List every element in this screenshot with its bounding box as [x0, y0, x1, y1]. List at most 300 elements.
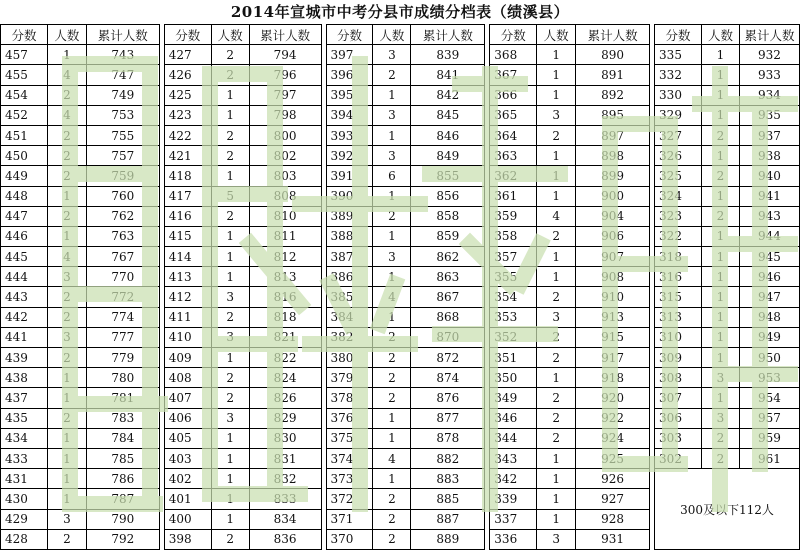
score-cell: 365 — [490, 105, 537, 125]
count-cell: 3 — [373, 146, 411, 166]
cumulative-cell: 883 — [411, 469, 485, 489]
cumulative-cell: 786 — [86, 469, 159, 489]
cumulative-cell: 890 — [576, 45, 650, 65]
score-cell: 387 — [326, 247, 373, 267]
cumulative-cell: 753 — [86, 105, 159, 125]
score-cell: 443 — [1, 287, 48, 307]
count-cell: 2 — [537, 287, 576, 307]
count-cell: 4 — [537, 206, 576, 226]
score-cell: 374 — [326, 448, 373, 468]
score-cell: 429 — [1, 509, 48, 529]
count-cell: 2 — [47, 307, 86, 327]
cumulative-cell: 822 — [249, 348, 321, 368]
table-row — [1, 65, 800, 85]
cumulative-cell: 932 — [739, 45, 799, 65]
score-distribution-table-area — [0, 24, 800, 550]
column-separator — [650, 529, 655, 549]
score-cell: 323 — [655, 206, 702, 226]
count-cell: 4 — [373, 287, 411, 307]
cumulative-cell: 878 — [411, 428, 485, 448]
count-cell: 1 — [537, 247, 576, 267]
count-cell: 1 — [537, 186, 576, 206]
score-cell: 441 — [1, 327, 48, 347]
count-cell: 2 — [211, 206, 249, 226]
cumulative-cell: 767 — [86, 247, 159, 267]
count-cell: 2 — [373, 348, 411, 368]
count-cell: 1 — [47, 45, 86, 65]
count-cell: 1 — [47, 226, 86, 246]
score-table — [0, 24, 800, 550]
cumulative-cell: 922 — [576, 408, 650, 428]
header-score: 分数 — [326, 25, 373, 45]
cumulative-cell: 947 — [739, 287, 799, 307]
cumulative-cell: 926 — [576, 469, 650, 489]
count-cell: 1 — [373, 186, 411, 206]
score-cell: 350 — [490, 368, 537, 388]
table-row — [1, 105, 800, 125]
count-cell: 2 — [47, 166, 86, 186]
cumulative-cell: 743 — [86, 45, 159, 65]
count-cell: 1 — [211, 85, 249, 105]
score-cell: 445 — [1, 247, 48, 267]
count-cell: 2 — [373, 65, 411, 85]
count-cell: 3 — [211, 408, 249, 428]
score-cell: 342 — [490, 469, 537, 489]
score-cell: 364 — [490, 125, 537, 145]
count-cell: 1 — [211, 226, 249, 246]
score-cell: 373 — [326, 469, 373, 489]
cumulative-cell: 829 — [249, 408, 321, 428]
score-cell: 361 — [490, 186, 537, 206]
score-cell: 421 — [164, 146, 211, 166]
column-separator — [650, 489, 655, 509]
score-cell: 446 — [1, 226, 48, 246]
score-cell: 389 — [326, 206, 373, 226]
cumulative-cell: 841 — [411, 65, 485, 85]
count-cell: 2 — [211, 45, 249, 65]
cumulative-cell: 759 — [86, 166, 159, 186]
cumulative-cell: 856 — [411, 186, 485, 206]
cumulative-cell: 949 — [739, 327, 799, 347]
count-cell: 2 — [701, 206, 739, 226]
count-cell: 1 — [701, 348, 739, 368]
count-cell: 2 — [47, 146, 86, 166]
cumulative-cell: 906 — [576, 226, 650, 246]
cumulative-cell: 777 — [86, 327, 159, 347]
count-cell: 1 — [701, 267, 739, 287]
score-cell: 427 — [164, 45, 211, 65]
cumulative-cell: 944 — [739, 226, 799, 246]
cumulative-cell: 934 — [739, 85, 799, 105]
score-cell: 414 — [164, 247, 211, 267]
score-cell: 402 — [164, 469, 211, 489]
count-cell: 1 — [373, 125, 411, 145]
score-cell: 407 — [164, 388, 211, 408]
cumulative-cell: 842 — [411, 85, 485, 105]
table-row — [1, 166, 800, 186]
cumulative-cell: 882 — [411, 448, 485, 468]
score-cell: 390 — [326, 186, 373, 206]
cumulative-cell: 917 — [576, 348, 650, 368]
score-cell: 325 — [655, 166, 702, 186]
count-cell: 1 — [701, 186, 739, 206]
score-cell: 431 — [1, 469, 48, 489]
count-cell: 1 — [701, 327, 739, 347]
score-cell: 400 — [164, 509, 211, 529]
table-row — [1, 85, 800, 105]
cumulative-cell: 831 — [249, 448, 321, 468]
count-cell: 1 — [211, 166, 249, 186]
cumulative-cell: 821 — [249, 327, 321, 347]
page-title: 2014年宣城市中考分县市成绩分档表（绩溪县） — [230, 3, 570, 21]
cumulative-cell: 961 — [739, 448, 799, 468]
cumulative-cell: 928 — [576, 509, 650, 529]
header-score: 分数 — [1, 25, 48, 45]
table-row — [1, 267, 800, 287]
score-cell: 394 — [326, 105, 373, 125]
count-cell: 3 — [47, 509, 86, 529]
table-row — [1, 45, 800, 65]
cumulative-cell: 943 — [739, 206, 799, 226]
cumulative-cell: 933 — [739, 65, 799, 85]
cumulative-cell: 931 — [576, 529, 650, 549]
score-cell: 405 — [164, 428, 211, 448]
header-cumulative: 累计人数 — [739, 25, 799, 45]
count-cell: 1 — [537, 267, 576, 287]
score-cell: 329 — [655, 105, 702, 125]
table-row — [1, 287, 800, 307]
cumulative-cell: 813 — [249, 267, 321, 287]
count-cell: 2 — [211, 65, 249, 85]
score-cell: 410 — [164, 327, 211, 347]
count-cell: 1 — [373, 85, 411, 105]
header-cumulative: 累计人数 — [411, 25, 485, 45]
count-cell: 2 — [537, 348, 576, 368]
score-cell: 457 — [1, 45, 48, 65]
count-cell: 2 — [373, 388, 411, 408]
score-cell: 346 — [490, 408, 537, 428]
score-cell: 303 — [655, 428, 702, 448]
header-count: 人数 — [211, 25, 249, 45]
cumulative-cell: 938 — [739, 146, 799, 166]
below-300-note: 300及以下112人 — [655, 469, 800, 550]
score-cell: 434 — [1, 428, 48, 448]
cumulative-cell: 867 — [411, 287, 485, 307]
score-cell: 363 — [490, 146, 537, 166]
count-cell: 1 — [211, 428, 249, 448]
header-score: 分数 — [164, 25, 211, 45]
count-cell: 2 — [211, 307, 249, 327]
score-cell: 395 — [326, 85, 373, 105]
score-cell: 358 — [490, 226, 537, 246]
count-cell: 2 — [211, 125, 249, 145]
score-cell: 398 — [164, 529, 211, 549]
score-cell: 368 — [490, 45, 537, 65]
header-count: 人数 — [701, 25, 739, 45]
score-cell: 411 — [164, 307, 211, 327]
count-cell: 4 — [373, 448, 411, 468]
count-cell: 3 — [701, 408, 739, 428]
count-cell: 2 — [373, 489, 411, 509]
score-cell: 403 — [164, 448, 211, 468]
cumulative-cell: 872 — [411, 348, 485, 368]
count-cell: 2 — [373, 327, 411, 347]
table-row — [1, 206, 800, 226]
score-cell: 401 — [164, 489, 211, 509]
header-count: 人数 — [47, 25, 86, 45]
count-cell: 1 — [701, 247, 739, 267]
count-cell: 1 — [47, 428, 86, 448]
cumulative-cell: 877 — [411, 408, 485, 428]
count-cell: 2 — [537, 327, 576, 347]
score-cell: 354 — [490, 287, 537, 307]
cumulative-cell: 763 — [86, 226, 159, 246]
score-cell: 417 — [164, 186, 211, 206]
score-cell: 343 — [490, 448, 537, 468]
cumulative-cell: 803 — [249, 166, 321, 186]
score-cell: 352 — [490, 327, 537, 347]
count-cell: 4 — [47, 247, 86, 267]
header-cumulative: 累计人数 — [86, 25, 159, 45]
cumulative-cell: 889 — [411, 529, 485, 549]
score-cell: 307 — [655, 388, 702, 408]
cumulative-cell: 910 — [576, 287, 650, 307]
score-cell: 324 — [655, 186, 702, 206]
count-cell: 1 — [373, 469, 411, 489]
cumulative-cell: 774 — [86, 307, 159, 327]
cumulative-cell: 937 — [739, 125, 799, 145]
count-cell: 1 — [373, 226, 411, 246]
score-cell: 302 — [655, 448, 702, 468]
count-cell: 3 — [537, 529, 576, 549]
cumulative-cell: 802 — [249, 146, 321, 166]
score-cell: 422 — [164, 125, 211, 145]
cumulative-cell: 826 — [249, 388, 321, 408]
count-cell: 4 — [47, 65, 86, 85]
cumulative-cell: 907 — [576, 247, 650, 267]
count-cell: 2 — [537, 388, 576, 408]
cumulative-cell: 950 — [739, 348, 799, 368]
score-cell: 367 — [490, 65, 537, 85]
score-cell: 396 — [326, 65, 373, 85]
score-cell: 449 — [1, 166, 48, 186]
cumulative-cell: 863 — [411, 267, 485, 287]
cumulative-cell: 812 — [249, 247, 321, 267]
cumulative-cell: 855 — [411, 166, 485, 186]
score-cell: 430 — [1, 489, 48, 509]
count-cell: 1 — [373, 307, 411, 327]
cumulative-cell: 796 — [249, 65, 321, 85]
count-cell: 2 — [373, 206, 411, 226]
score-cell: 344 — [490, 428, 537, 448]
table-header-row — [1, 25, 800, 45]
cumulative-cell: 790 — [86, 509, 159, 529]
count-cell: 2 — [47, 529, 86, 549]
count-cell: 1 — [701, 45, 739, 65]
count-cell: 2 — [211, 146, 249, 166]
cumulative-cell: 948 — [739, 307, 799, 327]
score-cell: 393 — [326, 125, 373, 145]
score-cell: 406 — [164, 408, 211, 428]
score-cell: 326 — [655, 146, 702, 166]
count-cell: 2 — [701, 448, 739, 468]
count-cell: 1 — [537, 45, 576, 65]
score-cell: 388 — [326, 226, 373, 246]
header-cumulative: 累计人数 — [249, 25, 321, 45]
cumulative-cell: 918 — [576, 368, 650, 388]
cumulative-cell: 808 — [249, 186, 321, 206]
count-cell: 4 — [47, 105, 86, 125]
cumulative-cell: 897 — [576, 125, 650, 145]
cumulative-cell: 935 — [739, 105, 799, 125]
table-row — [1, 448, 800, 468]
cumulative-cell: 849 — [411, 146, 485, 166]
count-cell: 1 — [701, 226, 739, 246]
cumulative-cell: 816 — [249, 287, 321, 307]
count-cell: 2 — [47, 85, 86, 105]
cumulative-cell: 772 — [86, 287, 159, 307]
score-cell: 386 — [326, 267, 373, 287]
count-cell: 1 — [47, 388, 86, 408]
count-cell: 2 — [211, 529, 249, 549]
score-cell: 315 — [655, 287, 702, 307]
count-cell: 3 — [373, 45, 411, 65]
score-cell: 375 — [326, 428, 373, 448]
count-cell: 2 — [701, 428, 739, 448]
count-cell: 1 — [701, 388, 739, 408]
score-cell: 322 — [655, 226, 702, 246]
header-count: 人数 — [537, 25, 576, 45]
cumulative-cell: 887 — [411, 509, 485, 529]
cumulative-cell: 945 — [739, 247, 799, 267]
cumulative-cell: 904 — [576, 206, 650, 226]
count-cell: 2 — [211, 368, 249, 388]
table-row — [1, 247, 800, 267]
score-cell: 454 — [1, 85, 48, 105]
count-cell: 2 — [537, 408, 576, 428]
count-cell: 2 — [47, 125, 86, 145]
count-cell: 3 — [537, 307, 576, 327]
table-row — [1, 327, 800, 347]
count-cell: 2 — [701, 166, 739, 186]
score-cell: 408 — [164, 368, 211, 388]
cumulative-cell: 891 — [576, 65, 650, 85]
score-cell: 370 — [326, 529, 373, 549]
score-cell: 416 — [164, 206, 211, 226]
score-cell: 359 — [490, 206, 537, 226]
score-cell: 355 — [490, 267, 537, 287]
cumulative-cell: 810 — [249, 206, 321, 226]
cumulative-cell: 858 — [411, 206, 485, 226]
count-cell: 2 — [701, 125, 739, 145]
score-cell: 308 — [655, 368, 702, 388]
count-cell: 2 — [373, 368, 411, 388]
cumulative-cell: 899 — [576, 166, 650, 186]
score-cell: 385 — [326, 287, 373, 307]
score-cell: 318 — [655, 247, 702, 267]
cumulative-cell: 913 — [576, 307, 650, 327]
cumulative-cell: 874 — [411, 368, 485, 388]
header-count: 人数 — [373, 25, 411, 45]
score-cell: 426 — [164, 65, 211, 85]
cumulative-cell: 830 — [249, 428, 321, 448]
count-cell: 3 — [701, 368, 739, 388]
score-cell: 392 — [326, 146, 373, 166]
count-cell: 2 — [373, 529, 411, 549]
count-cell: 1 — [537, 65, 576, 85]
score-cell: 447 — [1, 206, 48, 226]
cumulative-cell: 876 — [411, 388, 485, 408]
count-cell: 1 — [537, 166, 576, 186]
count-cell: 3 — [47, 327, 86, 347]
score-cell: 391 — [326, 166, 373, 186]
score-cell: 306 — [655, 408, 702, 428]
cumulative-cell: 794 — [249, 45, 321, 65]
score-cell: 309 — [655, 348, 702, 368]
score-cell: 397 — [326, 45, 373, 65]
cumulative-cell: 800 — [249, 125, 321, 145]
cumulative-cell: 895 — [576, 105, 650, 125]
score-cell: 349 — [490, 388, 537, 408]
table-row — [1, 125, 800, 145]
cumulative-cell: 811 — [249, 226, 321, 246]
score-cell: 366 — [490, 85, 537, 105]
cumulative-cell: 780 — [86, 368, 159, 388]
table-row — [1, 226, 800, 246]
count-cell: 2 — [47, 408, 86, 428]
cumulative-cell: 940 — [739, 166, 799, 186]
cumulative-cell: 760 — [86, 186, 159, 206]
count-cell: 2 — [537, 125, 576, 145]
count-cell: 1 — [373, 428, 411, 448]
cumulative-cell: 885 — [411, 489, 485, 509]
score-cell: 412 — [164, 287, 211, 307]
cumulative-cell: 957 — [739, 408, 799, 428]
score-cell: 452 — [1, 105, 48, 125]
count-cell: 1 — [701, 287, 739, 307]
count-cell: 1 — [211, 448, 249, 468]
score-cell: 451 — [1, 125, 48, 145]
cumulative-cell: 747 — [86, 65, 159, 85]
score-cell: 433 — [1, 448, 48, 468]
count-cell: 1 — [701, 65, 739, 85]
cumulative-cell: 862 — [411, 247, 485, 267]
count-cell: 6 — [373, 166, 411, 186]
count-cell: 1 — [211, 509, 249, 529]
count-cell: 1 — [47, 186, 86, 206]
cumulative-cell: 954 — [739, 388, 799, 408]
score-cell: 336 — [490, 529, 537, 549]
count-cell: 2 — [373, 509, 411, 529]
score-cell: 330 — [655, 85, 702, 105]
count-cell: 2 — [537, 428, 576, 448]
cumulative-cell: 927 — [576, 489, 650, 509]
cumulative-cell: 797 — [249, 85, 321, 105]
cumulative-cell: 770 — [86, 267, 159, 287]
cumulative-cell: 832 — [249, 469, 321, 489]
count-cell: 1 — [373, 267, 411, 287]
score-cell: 316 — [655, 267, 702, 287]
score-cell: 450 — [1, 146, 48, 166]
score-cell: 378 — [326, 388, 373, 408]
count-cell: 3 — [211, 327, 249, 347]
count-cell: 2 — [47, 287, 86, 307]
score-cell: 409 — [164, 348, 211, 368]
count-cell: 3 — [537, 105, 576, 125]
count-cell: 1 — [211, 105, 249, 125]
cumulative-cell: 924 — [576, 428, 650, 448]
cumulative-cell: 834 — [249, 509, 321, 529]
